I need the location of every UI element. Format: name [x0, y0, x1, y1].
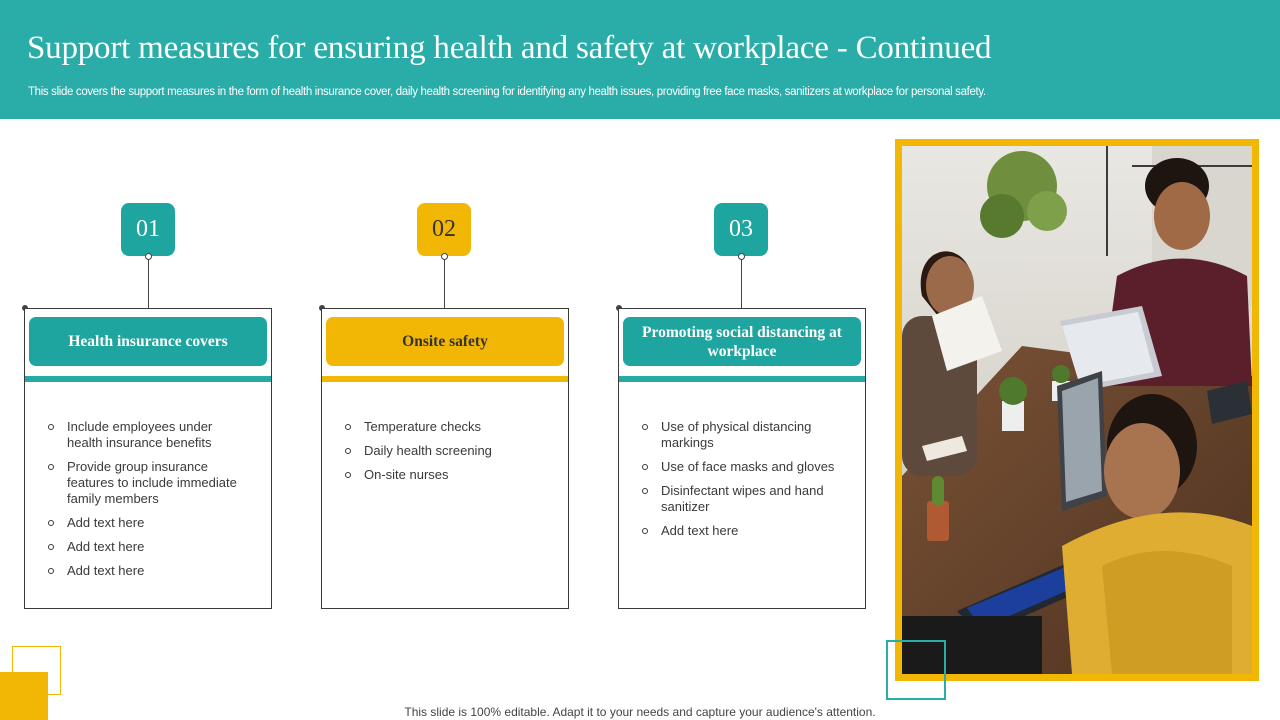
- bullet-circle-icon: [642, 528, 648, 534]
- bullet-circle-icon: [642, 424, 648, 430]
- list-item: Add text here: [48, 563, 248, 579]
- step-number-badge-2: 02: [417, 203, 471, 256]
- header-banner: [0, 0, 1280, 119]
- card-heading-3: Promoting social distancing at workplace: [623, 317, 861, 366]
- bullet-circle-icon: [345, 448, 351, 454]
- card-social-distancing: [618, 308, 866, 609]
- card-divider-bar-2: [322, 376, 568, 382]
- bullet-circle-icon: [48, 568, 54, 574]
- bullet-circle-icon: [48, 464, 54, 470]
- step-number-badge-1: 01: [121, 203, 175, 256]
- list-item: Include employees under health insurance benefits: [48, 419, 248, 451]
- card-list-2: [345, 419, 545, 491]
- decorative-teal-square: [886, 640, 946, 700]
- list-item: Provide group insurance features to include immediate family members: [48, 459, 248, 507]
- card-heading-2: Onsite safety: [326, 317, 564, 366]
- card-divider-bar-1: [25, 376, 271, 382]
- bullet-circle-icon: [48, 520, 54, 526]
- bullet-circle-icon: [345, 424, 351, 430]
- bullet-circle-icon: [48, 544, 54, 550]
- connector-line-1: [148, 256, 149, 308]
- connector-dot-3: [738, 253, 745, 260]
- office-meeting-photo: [902, 146, 1252, 674]
- bullet-circle-icon: [642, 464, 648, 470]
- list-item: Use of physical distancing markings: [642, 419, 842, 451]
- card-health-insurance: [24, 308, 272, 609]
- slide-subtitle: This slide covers the support measures in the form of health insurance cover, daily health screening for identifying any health issues, providing free face masks, sanitizers at workplace for personal safety.: [28, 86, 986, 98]
- card-onsite-safety: [321, 308, 569, 609]
- card-list-3: [642, 419, 842, 547]
- list-item: Temperature checks: [345, 419, 545, 435]
- connector-dot-2: [441, 253, 448, 260]
- step-number-badge-3: 03: [714, 203, 768, 256]
- card-list-1: [48, 419, 248, 587]
- card-divider-bar-3: [619, 376, 865, 382]
- bullet-circle-icon: [345, 472, 351, 478]
- connector-line-2: [444, 256, 445, 308]
- list-item: Add text here: [48, 539, 248, 555]
- list-item: Daily health screening: [345, 443, 545, 459]
- list-item: Disinfectant wipes and hand sanitizer: [642, 483, 842, 515]
- slide-title: Support measures for ensuring health and safety at workplace - Continued: [27, 30, 992, 66]
- bullet-circle-icon: [642, 488, 648, 494]
- list-item: Use of face masks and gloves: [642, 459, 842, 475]
- connector-line-3: [741, 256, 742, 308]
- footer-note: This slide is 100% editable. Adapt it to your needs and capture your audience's attention.: [404, 705, 876, 719]
- card-heading-1: Health insurance covers: [29, 317, 267, 366]
- list-item: On-site nurses: [345, 467, 545, 483]
- list-item: Add text here: [642, 523, 842, 539]
- connector-dot-1: [145, 253, 152, 260]
- bullet-circle-icon: [48, 424, 54, 430]
- list-item: Add text here: [48, 515, 248, 531]
